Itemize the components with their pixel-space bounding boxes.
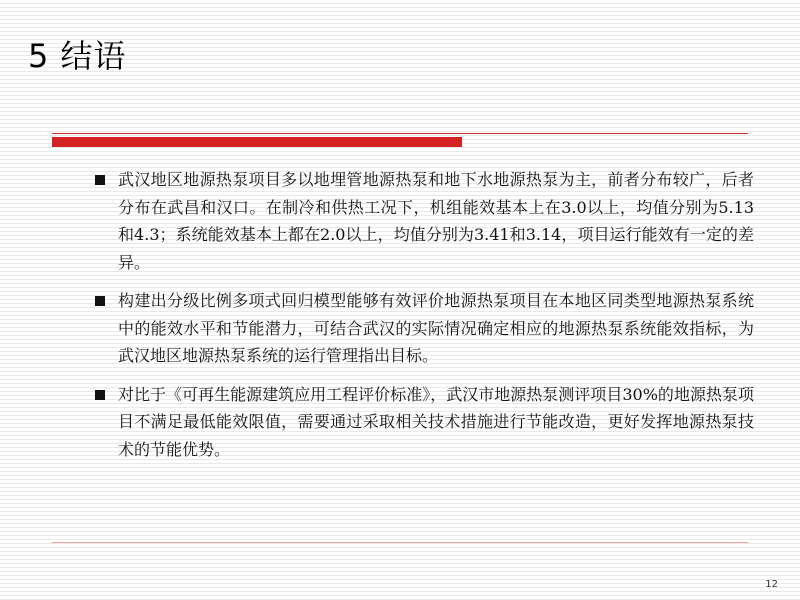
title-divider-thin — [52, 133, 748, 134]
bullet-item — [94, 381, 754, 464]
square-bullet-icon — [95, 175, 105, 185]
bullet-text: 对比于《可再生能源建筑应用工程评价标准》，武汉市地源热泵测评项目30%的地源热泵项目不满足最低能效限值，需要通过采取相关技术措施进行节能改造，更好发挥地源热泵技术的节能优势。 — [118, 384, 754, 459]
page-number: 12 — [765, 579, 778, 590]
slide-title: 5 结语 — [28, 37, 127, 75]
bullet-text: 武汉地区地源热泵项目多以地埋管地源热泵和地下水地源热泵为主，前者分布较广，后者分布在武昌和汉口。在制冷和供热工况下，机组能效基本上在3.0以上，均值分别为5.13和4.3；系统能效基本上都在2.0以上，均值分别为3.41和3.14，项目运行能效有一定的差异。 — [118, 170, 754, 272]
bullet-item — [94, 166, 754, 276]
bullet-item — [94, 287, 754, 370]
square-bullet-icon — [95, 296, 105, 306]
bullet-list — [94, 166, 754, 474]
square-bullet-icon — [95, 390, 105, 400]
footer-divider — [52, 542, 748, 543]
bullet-text: 构建出分级比例多项式回归模型能够有效评价地源热泵项目在本地区同类型地源热泵系统中的能效水平和节能潜力，可结合武汉的实际情况确定相应的地源热泵系统能效指标，为武汉地区地源热泵系统的运行管理指出目标。 — [118, 291, 754, 365]
title-divider-accent-bar — [52, 137, 462, 147]
